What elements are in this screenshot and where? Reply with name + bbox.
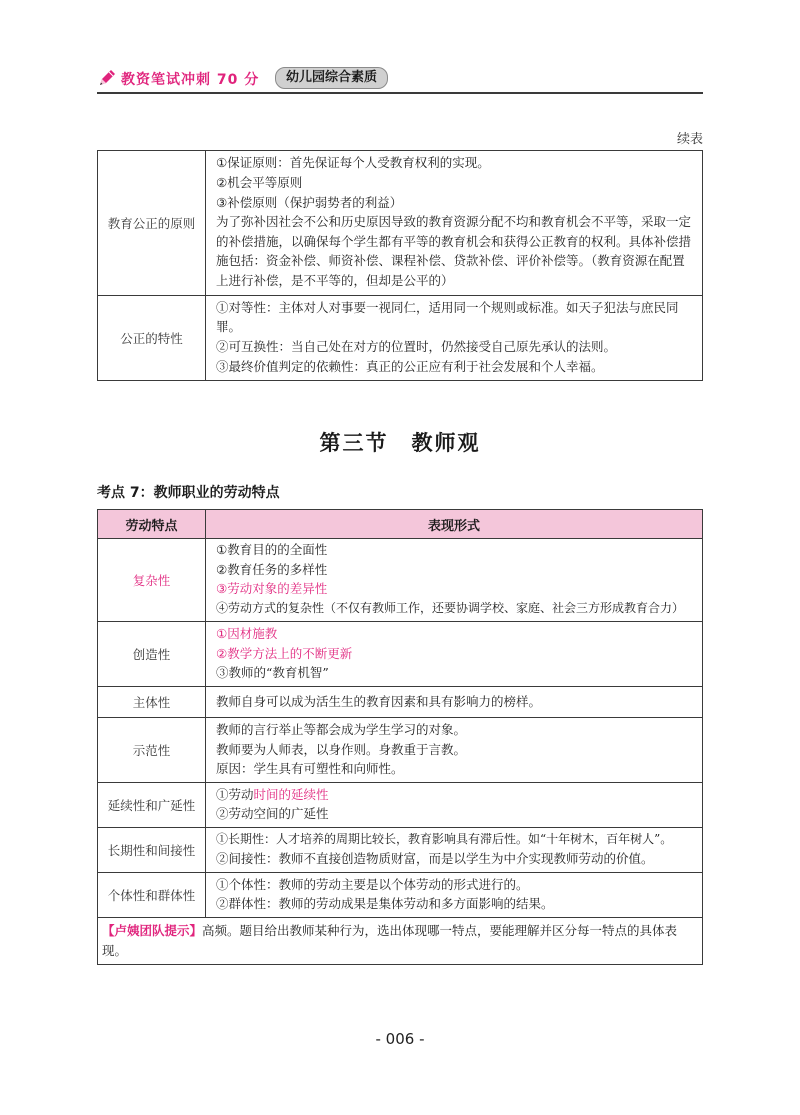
content-line: 教师自身可以成为活生生的教育因素和具有影响力的榜样。 bbox=[216, 693, 542, 709]
content-line: ④劳动方式的复杂性（不仅有教师工作，还要协调学校、家庭、社会三方形成教育合力） bbox=[216, 600, 685, 615]
content-line: ②劳动空间的广延性 bbox=[216, 806, 329, 822]
table-row bbox=[98, 783, 703, 828]
content-line: ②间接性：教师不直接创造物质财富，而是以学生为中介实现教师劳动的价值。 bbox=[216, 851, 654, 867]
content-line: 原因：学生具有可塑性和向师性。 bbox=[216, 761, 404, 777]
row-label: 教育公正的原则 bbox=[98, 151, 206, 296]
table-row bbox=[98, 687, 703, 718]
table-row bbox=[98, 718, 703, 783]
continued-label: 续表 bbox=[676, 132, 703, 147]
content-line: ②群体性：教师的劳动成果是集体劳动和多方面影响的结果。 bbox=[216, 896, 554, 912]
header-rule bbox=[97, 92, 703, 94]
row-content bbox=[206, 622, 703, 687]
pencil-icon bbox=[97, 68, 117, 88]
content-line: ②教育任务的多样性 bbox=[216, 561, 328, 577]
content-line: ①教育目的的全面性 bbox=[216, 542, 328, 557]
content-line: ①个体性：教师的劳动主要是以个体劳动的形式进行的。 bbox=[216, 876, 529, 892]
table-row bbox=[98, 539, 703, 622]
row-content bbox=[206, 539, 703, 622]
row-label: 延续性和广延性 bbox=[98, 783, 206, 828]
book-title: 教资笔试冲刺 70 分 bbox=[121, 72, 260, 88]
content-line: ②可互换性：当自己处在对方的位置时，仍然接受自己原先承认的法则。 bbox=[216, 339, 617, 354]
column-header: 劳动特点 bbox=[98, 510, 206, 539]
row-label: 创造性 bbox=[98, 622, 206, 687]
tip-text: 高频。题目给出教师某种行为，选出体现哪一特点，要能理解并区分每一特点的具体表现。 bbox=[102, 923, 678, 959]
table-row bbox=[98, 151, 703, 296]
content-line: ①因材施教 bbox=[216, 625, 278, 641]
topic-heading: 考点 7：教师职业的劳动特点 bbox=[97, 485, 280, 501]
row-label: 个体性和群体性 bbox=[98, 873, 206, 918]
row-content bbox=[206, 151, 703, 296]
row-label: 示范性 bbox=[98, 718, 206, 783]
table-header-row bbox=[98, 510, 703, 539]
tip-label: 【卢姨团队提示】 bbox=[102, 923, 203, 939]
content-line: ①长期性：人才培养的周期比较长，教育影响具有滞后性。如“十年树木，百年树人”。 bbox=[216, 831, 673, 846]
row-content bbox=[206, 828, 703, 873]
section-title: 第三节 教师观 bbox=[319, 430, 481, 455]
content-highlight: 时间的延续性 bbox=[253, 786, 329, 802]
table-row bbox=[98, 873, 703, 918]
content-line: ③最终价值判定的依赖性：真正的公正应有利于社会发展和个人幸福。 bbox=[216, 358, 604, 374]
table-row bbox=[98, 622, 703, 687]
row-label: 复杂性 bbox=[98, 539, 206, 622]
row-label: 主体性 bbox=[98, 687, 206, 718]
row-content bbox=[206, 296, 703, 381]
page-number: - 006 - bbox=[375, 1030, 425, 1048]
row-label: 长期性和间接性 bbox=[98, 828, 206, 873]
row-content bbox=[206, 783, 703, 828]
content-line: ①对等性：主体对人对事要一视同仁，适用同一个规则或标准。如天子犯法与庶民同罪。 bbox=[216, 299, 679, 335]
content-line: ③劳动对象的差异性 bbox=[216, 581, 328, 597]
content-line: ②教学方法上的不断更新 bbox=[216, 645, 353, 661]
content-line: ②机会平等原则 bbox=[216, 175, 303, 191]
content-line: ③教师的“教育机智” bbox=[216, 665, 329, 681]
content-line: 教师要为人师表，以身作则。身教重于言教。 bbox=[216, 741, 467, 757]
tip-row bbox=[98, 918, 703, 965]
content-line: ①保证原则：首先保证每个人受教育权利的实现。 bbox=[216, 155, 490, 171]
table-row bbox=[98, 828, 703, 873]
running-header bbox=[97, 66, 703, 92]
table-row bbox=[98, 296, 703, 381]
fairness-table bbox=[97, 150, 703, 381]
tip-box bbox=[98, 918, 703, 965]
labor-characteristics-table bbox=[97, 509, 703, 965]
content-paragraph: 为了弥补因社会不公和历史原因导致的教育资源分配不均和教育机会不平等，采取一定的补偿措施，以确保每个学生都有平等的教育机会和获得公正教育的权利。具体补偿措施包括：资金补偿、师资补偿、课程补偿、贷款补偿、评价补偿等。（教育资源在配置上进行补偿，是不平等的，但却是公平的） bbox=[216, 214, 692, 288]
row-content bbox=[206, 873, 703, 918]
row-content bbox=[206, 687, 703, 718]
content-line: ③补偿原则（保护弱势者的利益） bbox=[216, 194, 403, 210]
row-label: 公正的特性 bbox=[98, 296, 206, 381]
content-line: 教师的言行举止等都会成为学生学习的对象。 bbox=[216, 721, 467, 737]
subject-badge: 幼儿园综合素质 bbox=[275, 67, 388, 89]
content-text: ①劳动 bbox=[216, 786, 254, 802]
row-content bbox=[206, 718, 703, 783]
column-header: 表现形式 bbox=[206, 510, 703, 539]
